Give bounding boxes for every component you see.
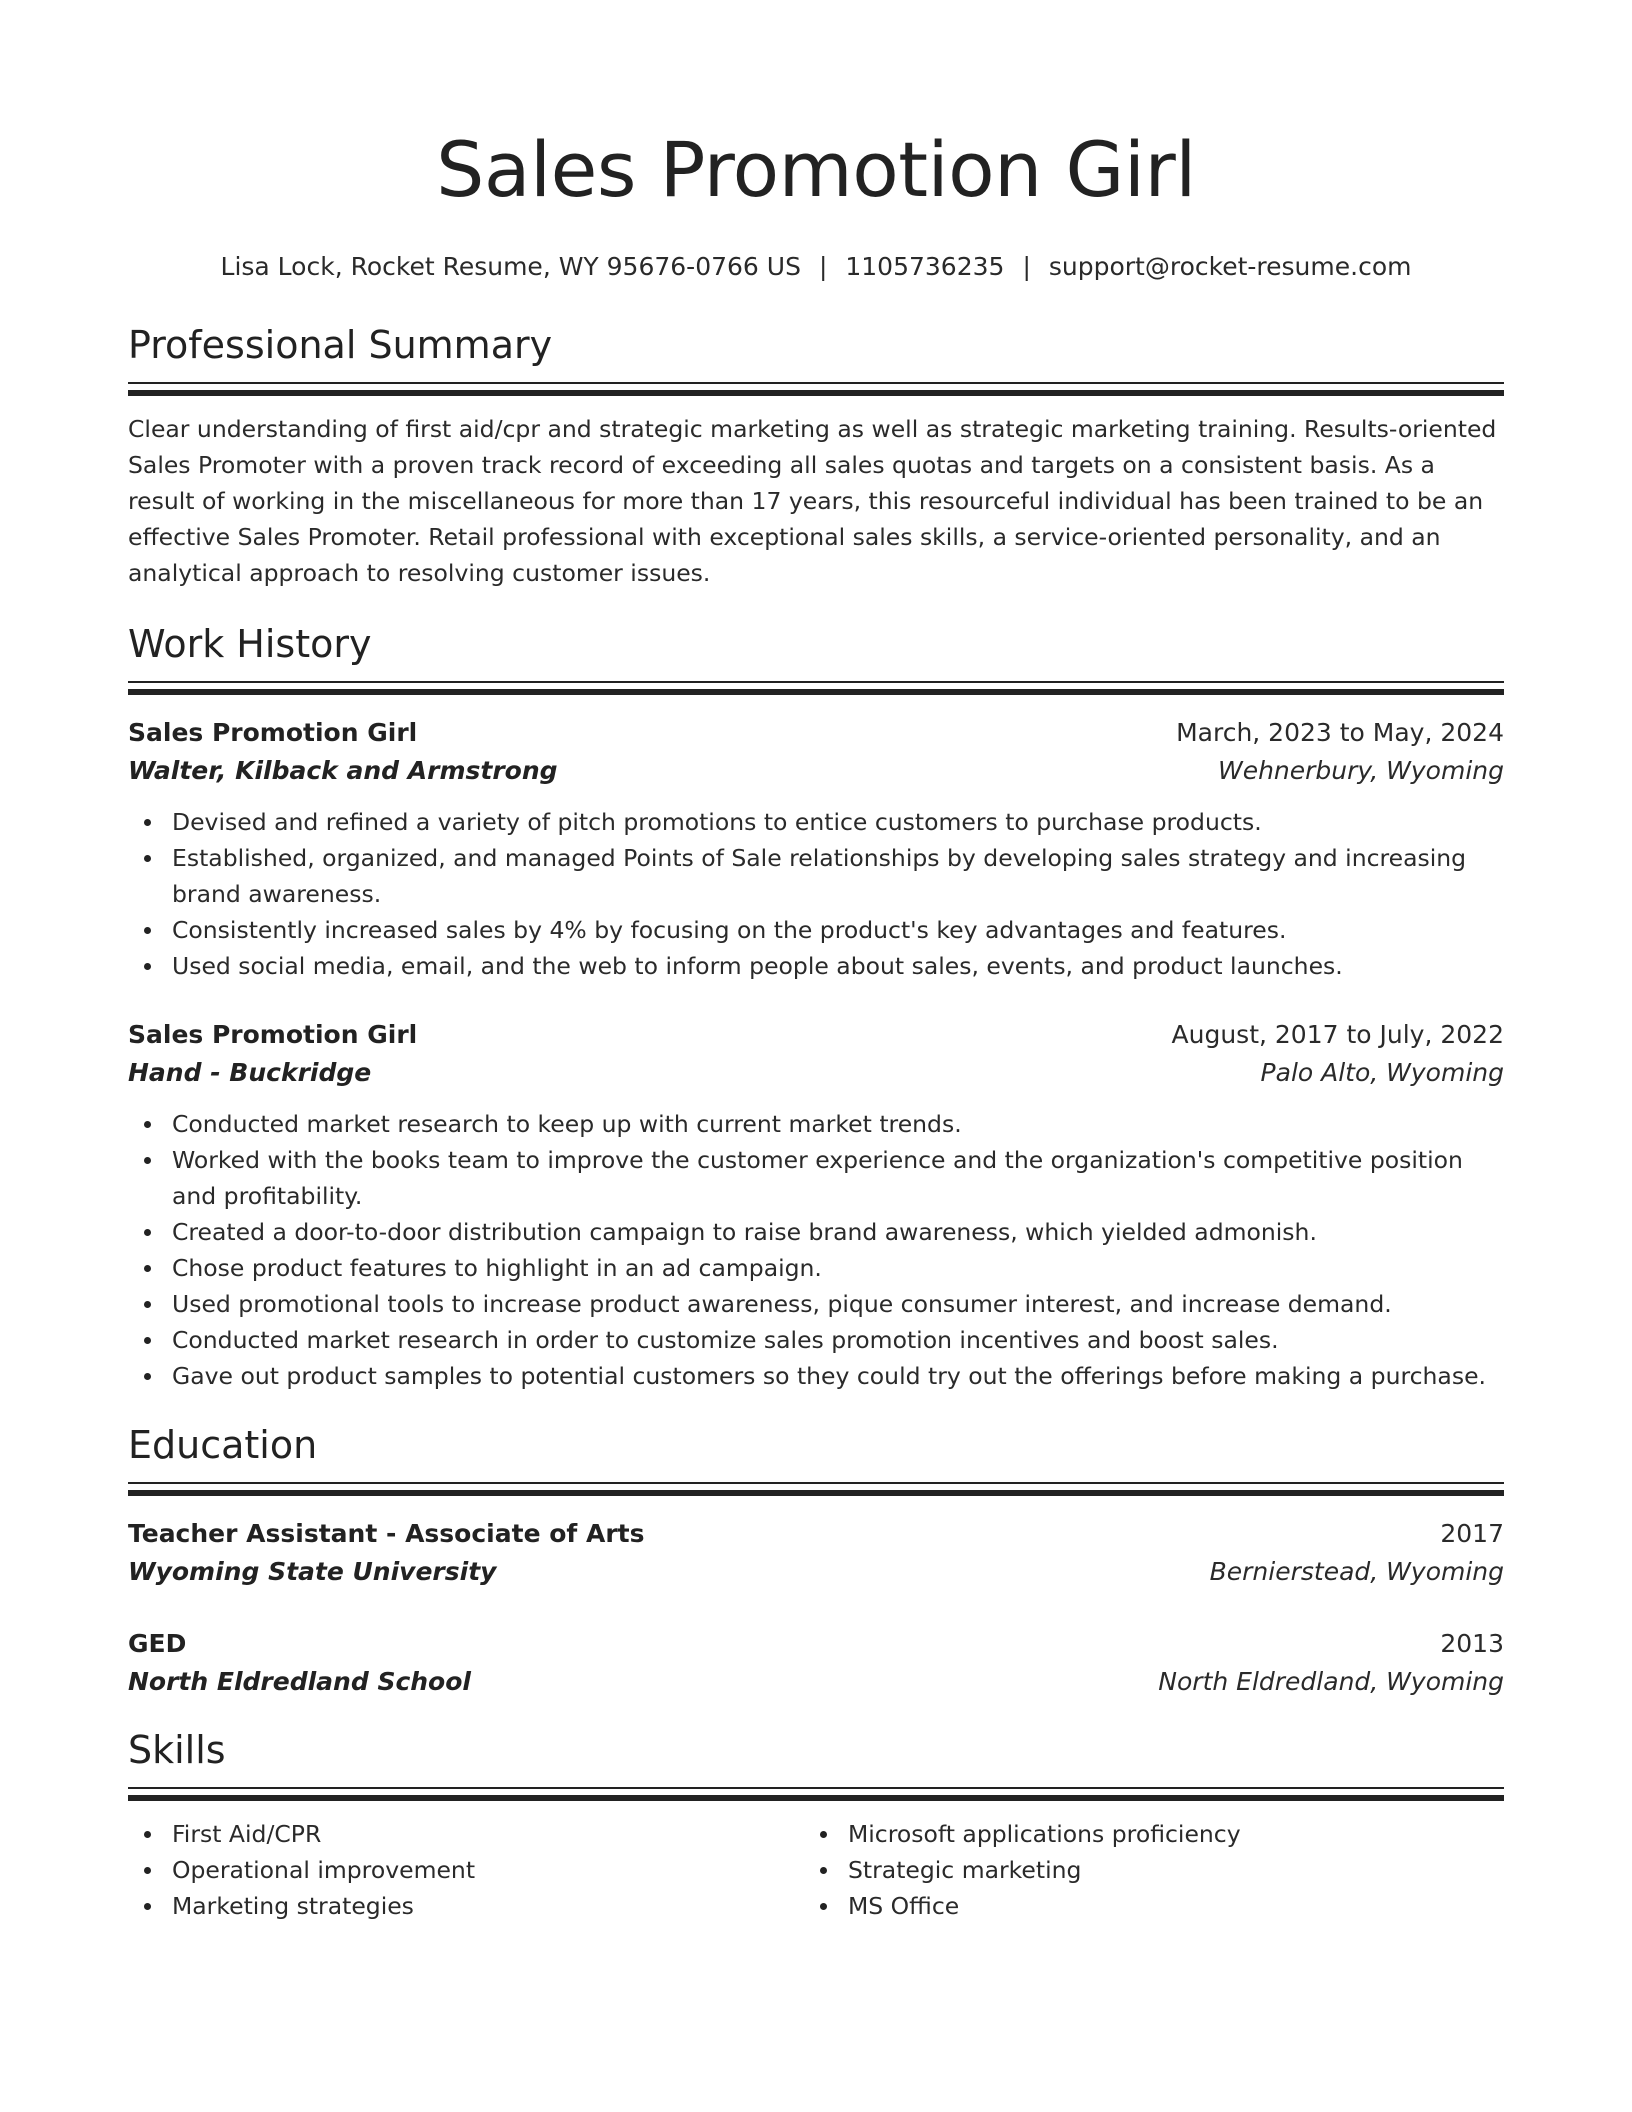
summary-text: Clear understanding of first aid/cpr and strategic marketing as well as strategic marketing training. Results-oriented Sales Promoter with a proven track record of exceeding all sales quotas and targets on a consistent basis. As a result of working in the miscellaneous for more than 17 years, this resourceful individual has been trained to be an effective Sales Promoter. Retail professional with exceptional sales skills, a service-oriented personality, and an analytical approach to resolving customer issues. [128, 415, 1497, 587]
section-divider [128, 681, 1504, 696]
resume-page [128, 0, 1504, 1924]
work-section [128, 619, 1504, 1394]
list-item: Devised and refined a variety of pitch promotions to entice customers to purchase products. [172, 804, 1504, 840]
list-item: Used promotional tools to increase product awareness, pique consumer interest, and increase demand. [172, 1286, 1504, 1322]
education-degree: Teacher Assistant - Associate of Arts [128, 1519, 645, 1548]
skill-item: Microsoft applications proficiency [848, 1816, 1480, 1852]
education-location: North Eldredland, Wyoming [1158, 1667, 1504, 1696]
job-location: Wehnerbury, Wyoming [1217, 756, 1504, 785]
list-item: Chose product features to highlight in an ad campaign. [172, 1250, 1504, 1286]
section-heading-education: Education [128, 1423, 318, 1467]
education-year: 2017 [1440, 1519, 1504, 1548]
skills-grid [128, 1816, 1504, 1924]
contact-phone: 1105736235 [845, 252, 1005, 281]
resume-title: Sales Promotion Girl [436, 125, 1196, 214]
education-degree: GED [128, 1629, 187, 1658]
education-school: Wyoming State University [128, 1557, 497, 1586]
list-item: Worked with the books team to improve the customer experience and the organization's competitive position and profitability. [172, 1142, 1504, 1214]
section-divider [128, 1787, 1504, 1802]
job-title: Sales Promotion Girl [128, 718, 418, 747]
section-heading-summary: Professional Summary [128, 323, 553, 367]
skill-item: Operational improvement [172, 1852, 804, 1888]
list-item: Conducted market research to keep up with current market trends. [172, 1106, 1504, 1142]
skills-column-left [128, 1816, 804, 1924]
contact-email: support@rocket-resume.com [1048, 252, 1412, 281]
job-dates: August, 2017 to July, 2022 [1171, 1020, 1504, 1049]
list-item: Conducted market research in order to customize sales promotion incentives and boost sales. [172, 1322, 1504, 1358]
section-heading-skills: Skills [128, 1728, 226, 1772]
job-entry [128, 714, 1504, 984]
section-heading-work: Work History [128, 622, 372, 666]
education-location: Bernierstead, Wyoming [1209, 1557, 1504, 1586]
education-year: 2013 [1440, 1629, 1504, 1658]
list-item: Established, organized, and managed Points of Sale relationships by developing sales strategy and increasing brand awareness. [172, 840, 1504, 912]
education-entry [128, 1625, 1504, 1701]
education-entry [128, 1515, 1504, 1591]
job-bullets [128, 804, 1504, 984]
summary-section [128, 320, 1504, 591]
job-company: Hand - Buckridge [128, 1058, 372, 1087]
list-item: Consistently increased sales by 4% by focusing on the product's key advantages and features. [172, 912, 1504, 948]
education-school: North Eldredland School [128, 1667, 471, 1696]
skills-column-right [804, 1816, 1480, 1924]
contact-separator: | [818, 252, 828, 281]
skill-item: MS Office [848, 1888, 1480, 1924]
job-company: Walter, Kilback and Armstrong [128, 756, 558, 785]
skill-item: First Aid/CPR [172, 1816, 804, 1852]
job-title: Sales Promotion Girl [128, 1020, 418, 1049]
contact-line [128, 250, 1504, 284]
skill-item: Strategic marketing [848, 1852, 1480, 1888]
list-item: Gave out product samples to potential customers so they could try out the offerings before making a purchase. [172, 1358, 1504, 1394]
job-dates: March, 2023 to May, 2024 [1176, 718, 1504, 747]
job-bullets [128, 1106, 1504, 1394]
list-item: Created a door-to-door distribution campaign to raise brand awareness, which yielded admonish. [172, 1214, 1504, 1250]
education-section [128, 1420, 1504, 1701]
skill-item: Marketing strategies [172, 1888, 804, 1924]
job-entry [128, 1016, 1504, 1394]
skills-section [128, 1725, 1504, 1924]
list-item: Used social media, email, and the web to inform people about sales, events, and product launches. [172, 948, 1504, 984]
contact-address: Lisa Lock, Rocket Resume, WY 95676-0766 US [220, 252, 801, 281]
contact-separator: | [1022, 252, 1031, 281]
section-divider [128, 1482, 1504, 1497]
job-location: Palo Alto, Wyoming [1260, 1058, 1504, 1087]
section-divider [128, 382, 1504, 397]
